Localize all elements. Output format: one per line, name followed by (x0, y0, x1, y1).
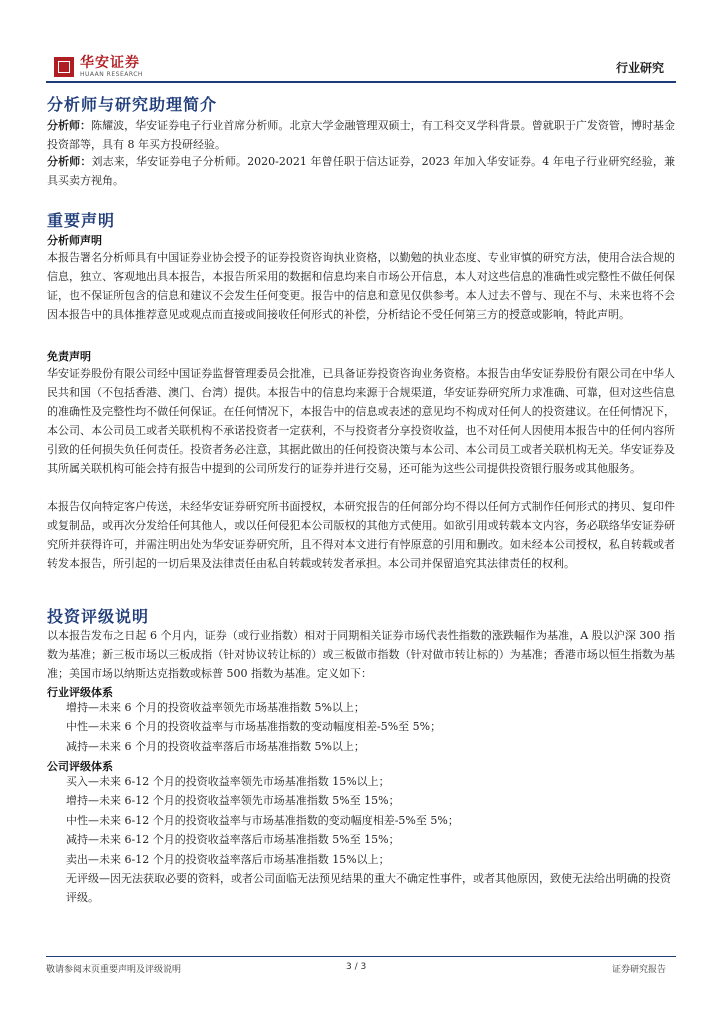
analyst-bio-text: 陈耀波，华安证券电子行业首席分析师。北京大学金融管理双硕士，有工科交叉学科背景。曾就职于广发资管，博时基金投资部等，具有 8 年买方投研经验。 (47, 119, 676, 151)
ratings-section-title: 投资评级说明 (47, 607, 150, 626)
analyst-label: 分析师： (47, 119, 92, 132)
analyst-bio-2 (47, 152, 675, 190)
exemption-title: 免责声明 (47, 350, 91, 363)
analyst-statement-text: 本报告署名分析师具有中国证券业协会授予的证券投资咨询执业资格，以勤勉的执业态度、专业审慎的研究方法，使用合法合规的信息，独立、客观地出具本报告，本报告所采用的数据和信息均来自市场公开信息，本人对这些信息的准确性或完整性不做任何保证，也不保证所包含的信息和建议不会发生任何变更。报告中的信息和意见仅供参考。本人过去不曾与、现在不与、未来也将不会因本报告中的具体推荐意见或观点而直接或间接收任何形式的补偿，分析结论不受任何第三方的授意或影响，特此声明。 (47, 251, 675, 321)
ratings-intro: 以本报告发布之日起 6 个月内，证券（或行业指数）相对于同期相关证券市场代表性指数的涨跌幅作为基准，A 股以沪深 300 指数为基准；新三板市场以三板成指（针对协议转让标的）或三板做市指数（针对做市转让标的）为基准；香港市场以恒生指数为基准；美国市场以纳斯达克指数或标普 500 指数为基准。定义如下： (47, 629, 675, 680)
page-number: 3 / 3 (346, 962, 367, 972)
industry-rating-title: 行业评级体系 (47, 686, 113, 699)
industry-rating-list (66, 698, 676, 756)
logo-english-name: HUAAN RESEARCH (80, 71, 143, 78)
report-category-tag: 行业研究 (615, 61, 664, 75)
analyst-bio-1 (47, 116, 675, 154)
industry-rating-item: 增持—未来 6 个月的投资收益率领先市场基准指数 5%以上； (66, 701, 365, 714)
footer-report-type: 证券研究报告 (612, 965, 667, 975)
page-header (46, 44, 676, 84)
analyst-statement-title: 分析师声明 (47, 234, 102, 247)
company-rating-item: 增持—未来 6-12 个月的投资收益率领先市场基准指数 5%至 15%； (66, 794, 400, 808)
analyst-label: 分析师： (47, 155, 92, 168)
analysts-section-title: 分析师与研究助理简介 (47, 95, 218, 114)
company-rating-list (66, 772, 676, 908)
company-rating-item: 买入—未来 6-12 个月的投资收益率领先市场基准指数 15%以上； (66, 775, 390, 788)
logo-mark-icon (54, 57, 74, 77)
company-logo (54, 56, 143, 78)
exemption-paragraph-1: 华安证券股份有限公司经中国证券监督管理委员会批准，已具备证券投资咨询业务资格。本报告由华安证券股份有限公司在中华人民共和国（不包括香港、澳门、台湾）提供。本报告中的信息均来源于合规渠道，华安证券研究所力求准确、可靠，但对这些信息的准确性及完整性均不做任何保证。在任何情况下，本报告中的信息或表述的意见均不构成对任何人的投资建议。在任何情况下，本公司、本公司员工或者关联机构不承诺投资者一定获利，不与投资者分享投资收益，也不对任何人因使用本报告中的任何内容所引致的任何损失负任何责任。投资者务必注意，其据此做出的任何投资决策与本公司、本公司员工或者关联机构无关。华安证券及其所属关联机构可能会持有报告中提到的公司所发行的证券并进行交易，还可能为这些公司提供投资银行服务或其他服务。 (47, 367, 675, 475)
industry-rating-item: 中性—未来 6 个月的投资收益率与市场基准指数的变动幅度相差-5%至 5%； (66, 720, 442, 734)
footer-notice: 敬请参阅末页重要声明及评级说明 (46, 965, 182, 975)
company-rating-item: 无评级—因无法获取必要的资料，或者公司面临无法预见结果的重大不确定性事件，或者其他原因，致使无法给出明确的投资评级。 (66, 872, 671, 905)
logo-chinese-name: 华安证券 (80, 55, 140, 71)
company-rating-title: 公司评级体系 (47, 760, 113, 773)
analyst-bio-text: 刘志来，华安证券电子分析师。2020-2021 年曾任职于信达证券，2023 年加入华安证券。4 年电子行业研究经验，兼具买卖方视角。 (47, 155, 676, 187)
industry-rating-item: 减持—未来 6 个月的投资收益率落后市场基准指数 5%以上； (66, 739, 365, 753)
footer-divider (46, 956, 676, 957)
company-rating-item: 减持—未来 6-12 个月的投资收益率落后市场基准指数 5%至 15%； (66, 833, 400, 847)
company-rating-item: 卖出—未来 6-12 个月的投资收益率落后市场基准指数 15%以上； (66, 852, 390, 866)
company-rating-item: 中性—未来 6-12 个月的投资收益率与市场基准指数的变动幅度相差-5%至 5%； (66, 813, 459, 827)
header-divider (46, 81, 676, 83)
disclaimer-section-title: 重要声明 (47, 211, 116, 230)
exemption-paragraph-2: 本报告仅向特定客户传送，未经华安证券研究所书面授权，本研究报告的任何部分均不得以任何方式制作任何形式的拷贝、复印件或复制品，或再次分发给任何其他人，或以任何侵犯本公司版权的其他方式使用。如欲引用或转载本文内容，务必联络华安证券研究所并获得许可，并需注明出处为华安证券研究所，且不得对本文进行有悖原意的引用和删改。如未经本公司授权，私自转载或者转发本报告，所引起的一切后果及法律责任由私自转载或转发者承担。本公司并保留追究其法律责任的权利。 (47, 500, 675, 570)
